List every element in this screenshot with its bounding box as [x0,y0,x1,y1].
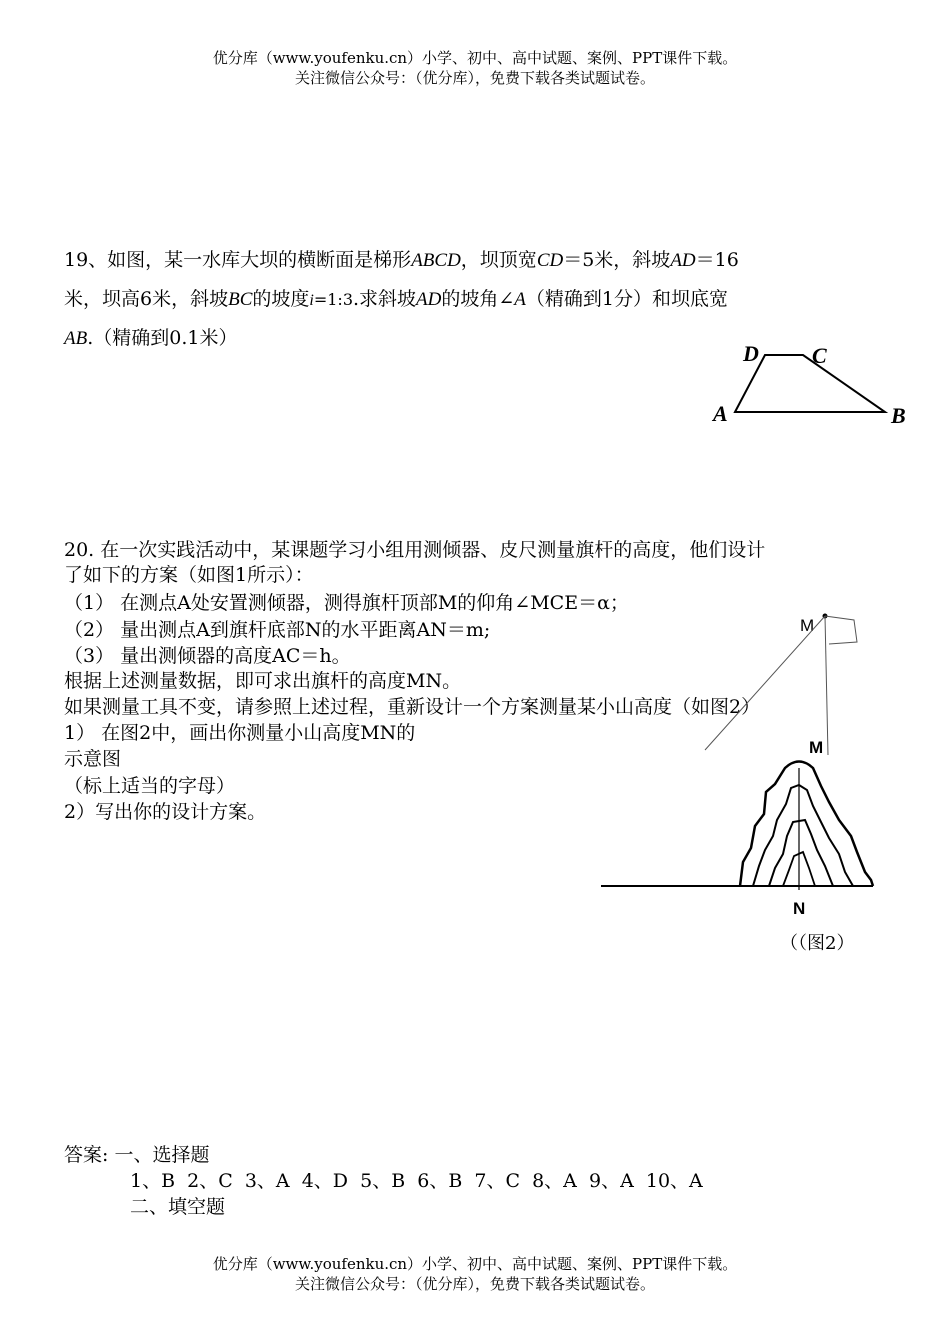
label-C: C [812,343,827,368]
q20-line-2: 了如下的方案（如图1所示）： [64,564,314,586]
header-line-2: 关注微信公众号：（优分库），免费下载各类试题试卷。 [294,69,655,87]
figure-2-caption: （（图2） [780,933,855,954]
footer-line-2: 关注微信公众号：（优分库），免费下载各类试题试卷。 [294,1275,655,1293]
label-D: D [743,341,759,366]
hill-figure [595,730,885,925]
label-B: B [891,403,906,428]
label-A: A [713,401,728,426]
trapezoid-figure [705,335,920,435]
flag-shape [825,616,857,644]
q20-line-7: 如果测量工具不变，请参照上述过程，重新设计一个方案测量某小山高度（如图2） [64,696,761,718]
q20-line-3: （1） 在测点A处安置测倾器，测得旗杆顶部M的仰角∠MCE＝α； [64,592,629,614]
header-line-1: 优分库（www.youfenku.cn）小学、初中、高中试题、案例、PPT课件下载。 [212,49,738,67]
q19-line-2: 米，坝高6米，斜坡BC的坡度i=1:3.求斜坡AD的坡角∠A（精确到1分）和坝底宽 [64,288,728,310]
label-N-hill: N [793,899,806,918]
q20-line-8: 1） 在图2中，画出你测量小山高度MN的 [64,722,416,744]
answers-title: 答案: 一、选择题 [64,1144,210,1166]
label-M-flagpole: M [800,616,815,635]
q20-line-1: 20. 在一次实践活动中，某课题学习小组用测倾器、皮尺测量旗杆的高度，他们设计 [64,539,766,561]
q20-line-4: （2） 量出测点A到旗杆底部N的水平距离AN＝m; [64,619,491,641]
q20-line-10: （标上适当的字母） [64,775,236,797]
q20-line-6: 根据上述测量数据，即可求出旗杆的高度MN。 [64,670,462,692]
q19-line-1: 19、如图，某一水库大坝的横断面是梯形ABCD，坝顶宽CD＝5米，斜坡AD＝16 [64,249,739,271]
answers-fill-title: 二、填空题 [130,1196,226,1218]
hill-contour-1 [753,785,853,886]
q20-line-11: 2）写出你的设计方案。 [64,801,267,823]
q20-line-5: （3） 量出测倾器的高度AC＝h。 [64,645,351,667]
answers-choices: 1、B 2、C 3、A 4、D 5、B 6、B 7、C 8、A 9、A 10、A [130,1170,703,1192]
footer-line-1: 优分库（www.youfenku.cn）小学、初中、高中试题、案例、PPT课件下载。 [212,1255,738,1273]
label-M-hill: M [809,738,824,757]
q20-line-9: 示意图 [64,748,122,770]
q19-line-3: AB.（精确到0.1米） [64,327,238,349]
